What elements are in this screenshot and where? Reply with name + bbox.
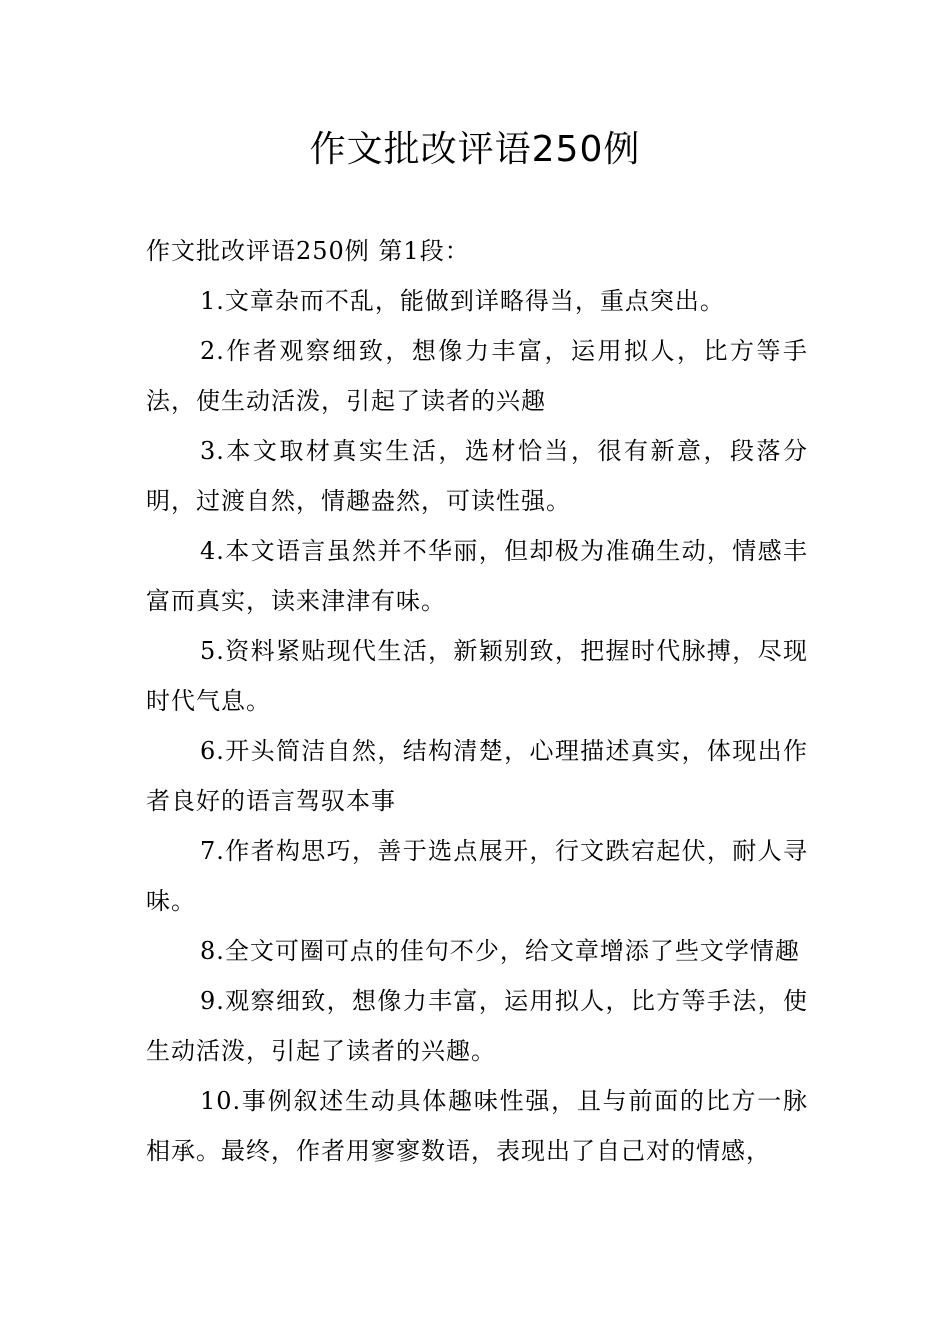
document-body [146,226,808,1176]
comment-item-9: 9.观察细致，想像力丰富，运用拟人，比方等手法，使生动活泼，引起了读者的兴趣。 [146,987,808,1065]
comment-item-5: 5.资料紧贴现代生活，新颖别致，把握时代脉搏，尽现时代气息。 [146,637,808,715]
section-heading: 作文批改评语250例 第1段： [146,237,470,265]
comment-item-7: 7.作者构思巧，善于选点展开，行文跌宕起伏，耐人寻味。 [146,837,808,915]
document-title: 作文批改评语250例 [309,129,641,170]
comment-item-6: 6.开头简洁自然，结构清楚，心理描述真实，体现出作者良好的语言驾驭本事 [146,737,808,815]
comment-item-2: 2.作者观察细致，想像力丰富，运用拟人，比方等手法，使生动活泼，引起了读者的兴趣 [146,337,808,415]
comment-item-3: 3.本文取材真实生活，选材恰当，很有新意，段落分明，过渡自然，情趣盎然，可读性强。 [146,437,808,515]
comment-item-8: 8.全文可圈可点的佳句不少，给文章增添了些文学情趣 [200,937,800,965]
comment-item-1: 1.文章杂而不乱，能做到详略得当，重点突出。 [200,287,725,315]
comment-item-4: 4.本文语言虽然并不华丽，但却极为准确生动，情感丰富而真实，读来津津有味。 [146,537,808,615]
comment-item-10: 10.事例叙述生动具体趣味性强，且与前面的比方一脉相承。最终，作者用寥寥数语，表现出了自己对的情感， [146,1087,808,1165]
